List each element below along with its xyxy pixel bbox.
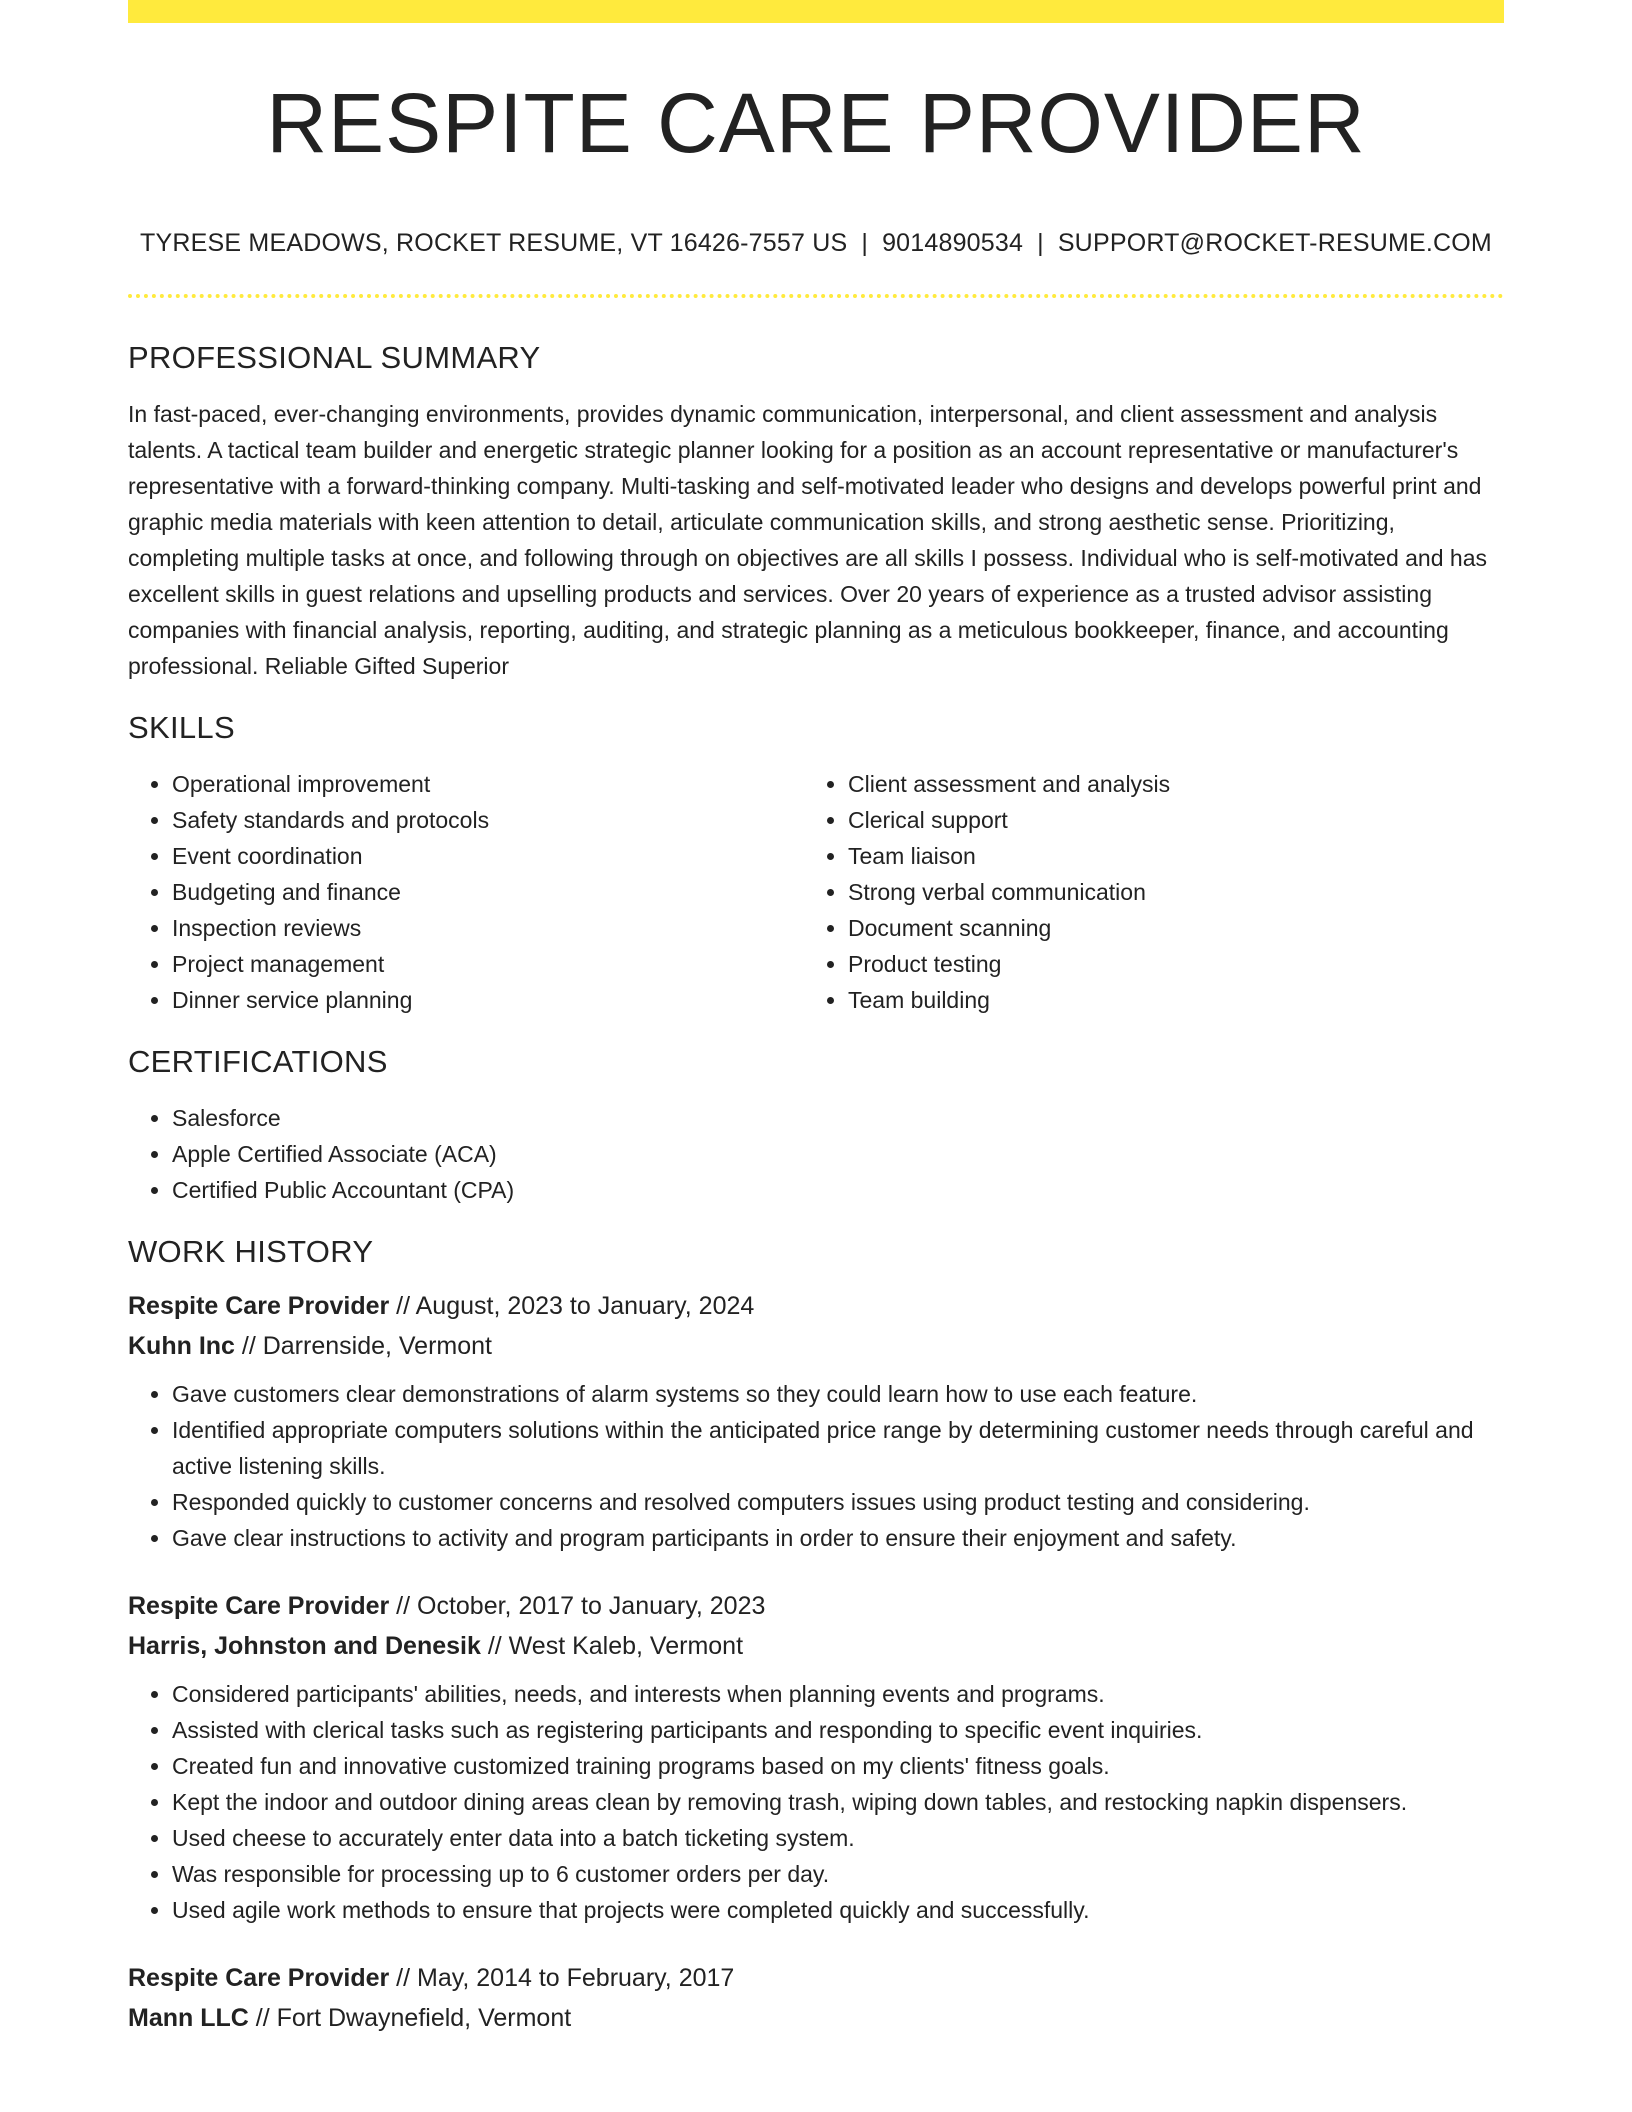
skill-item: • Event coordination bbox=[172, 838, 804, 874]
skill-item: • Budgeting and finance bbox=[172, 874, 804, 910]
job-bullets bbox=[128, 1676, 1504, 1928]
job-company-line bbox=[128, 1326, 1504, 1366]
job-entry bbox=[128, 1286, 1504, 1556]
job-bullets bbox=[128, 1376, 1504, 1556]
job-location: // West Kaleb, Vermont bbox=[480, 1632, 744, 1660]
certification-item: • Salesforce bbox=[172, 1100, 1504, 1136]
summary-text: In fast-paced, ever-changing environments, provides dynamic communication, interpersonal, and client assessment and analysis talents. A tactical team builder and energetic strategic planner looking for a position as an account representative or manufacturer's representative with a forward-thinking company. Multi-tasking and self-motivated leader who designs and develops powerful print and graphic media materials with keen attention to detail, articulate communication skills, and strong aesthetic sense. Prioritizing, completing multiple tasks at once, and following through on objectives are all skills I possess. Individual who is self-motivated and has excellent skills in guest relations and upselling products and services. Over 20 years of experience as a trusted advisor assisting companies with financial analysis, reporting, auditing, and strategic planning as a meticulous bookkeeper, finance, and accounting professional. Reliable Gifted Superior bbox=[128, 401, 1487, 679]
resume-page bbox=[128, 0, 1504, 2038]
skill-item: • Clerical support bbox=[848, 802, 1480, 838]
skill-item: • Operational improvement bbox=[172, 766, 804, 802]
work-history-heading: WORK HISTORY bbox=[128, 1234, 374, 1269]
job-bullet: • Assisted with clerical tasks such as registering participants and responding to specific event inquiries. bbox=[172, 1712, 1504, 1748]
skills-left-column bbox=[128, 766, 804, 1018]
job-bullet: • Considered participants' abilities, needs, and interests when planning events and programs. bbox=[172, 1676, 1504, 1712]
work-history-list bbox=[128, 1286, 1504, 2038]
job-bullet: • Used agile work methods to ensure that projects were completed quickly and successfully. bbox=[172, 1892, 1504, 1928]
job-dates: // August, 2023 to January, 2024 bbox=[389, 1292, 755, 1320]
page-title: RESPITE CARE PROVIDER bbox=[266, 76, 1366, 170]
skills-left-list bbox=[128, 766, 804, 1018]
certifications-heading: CERTIFICATIONS bbox=[128, 1044, 388, 1079]
skills-heading: SKILLS bbox=[128, 710, 235, 745]
skill-item: • Inspection reviews bbox=[172, 910, 804, 946]
job-bullet: • Was responsible for processing up to 6 customer orders per day. bbox=[172, 1856, 1504, 1892]
job-location: // Darrenside, Vermont bbox=[234, 1332, 492, 1360]
dotted-divider bbox=[128, 294, 1504, 298]
job-title: Respite Care Provider bbox=[128, 1592, 390, 1620]
job-bullet: • Used cheese to accurately enter data into a batch ticketing system. bbox=[172, 1820, 1504, 1856]
skills-right-column bbox=[804, 766, 1480, 1018]
job-title: Respite Care Provider bbox=[128, 1964, 390, 1992]
job-entry bbox=[128, 1586, 1504, 1928]
contact-separator: | bbox=[1037, 229, 1044, 257]
skill-item: • Team liaison bbox=[848, 838, 1480, 874]
skill-item: • Safety standards and protocols bbox=[172, 802, 804, 838]
job-bullet: • Responded quickly to customer concerns and resolved computers issues using product testing and considering. bbox=[172, 1484, 1504, 1520]
skills-right-list bbox=[804, 766, 1480, 1018]
job-bullet: • Created fun and innovative customized training programs based on my clients' fitness goals. bbox=[172, 1748, 1504, 1784]
job-company-line bbox=[128, 1626, 1504, 1666]
contact-separator: | bbox=[861, 229, 869, 257]
contact-email[interactable]: SUPPORT@ROCKET-RESUME.COM bbox=[1057, 229, 1492, 257]
job-dates: // May, 2014 to February, 2017 bbox=[389, 1964, 735, 1992]
job-dates: // October, 2017 to January, 2023 bbox=[389, 1592, 766, 1620]
job-company-line bbox=[128, 1998, 1504, 2038]
job-company: Harris, Johnston and Denesik bbox=[128, 1632, 481, 1660]
skill-item: • Strong verbal communication bbox=[848, 874, 1480, 910]
certification-item: • Apple Certified Associate (ACA) bbox=[172, 1136, 1504, 1172]
skills-columns bbox=[128, 766, 1504, 1018]
job-bullet: • Gave clear instructions to activity and program participants in order to ensure their enjoyment and safety. bbox=[172, 1520, 1504, 1556]
certification-item: • Certified Public Accountant (CPA) bbox=[172, 1172, 1504, 1208]
skill-item: • Dinner service planning bbox=[172, 982, 804, 1018]
job-title-line bbox=[128, 1586, 1504, 1626]
job-bullet: • Identified appropriate computers solutions within the anticipated price range by determining customer needs through careful and active listening skills. bbox=[172, 1412, 1504, 1484]
skill-item: • Team building bbox=[848, 982, 1480, 1018]
job-bullet: • Kept the indoor and outdoor dining areas clean by removing trash, wiping down tables, and restocking napkin dispensers. bbox=[172, 1784, 1504, 1820]
skill-item: • Project management bbox=[172, 946, 804, 982]
contact-phone: 9014890534 bbox=[882, 229, 1024, 257]
contact-line bbox=[128, 229, 1504, 258]
job-title-line bbox=[128, 1958, 1504, 1998]
job-entry bbox=[128, 1958, 1504, 2038]
job-company: Mann LLC bbox=[128, 2004, 249, 2032]
job-company: Kuhn Inc bbox=[128, 1332, 235, 1360]
summary-heading: PROFESSIONAL SUMMARY bbox=[128, 340, 541, 375]
skill-item: • Client assessment and analysis bbox=[848, 766, 1480, 802]
top-accent-bar bbox=[128, 0, 1504, 23]
contact-address: TYRESE MEADOWS, ROCKET RESUME, VT 16426-7557 US bbox=[140, 229, 848, 257]
certifications-list bbox=[128, 1100, 1504, 1208]
job-title-line bbox=[128, 1286, 1504, 1326]
skill-item: • Product testing bbox=[848, 946, 1480, 982]
job-location: // Fort Dwaynefield, Vermont bbox=[248, 2004, 572, 2032]
job-title: Respite Care Provider bbox=[128, 1292, 390, 1320]
job-bullet: • Gave customers clear demonstrations of alarm systems so they could learn how to use each feature. bbox=[172, 1376, 1504, 1412]
skill-item: • Document scanning bbox=[848, 910, 1480, 946]
